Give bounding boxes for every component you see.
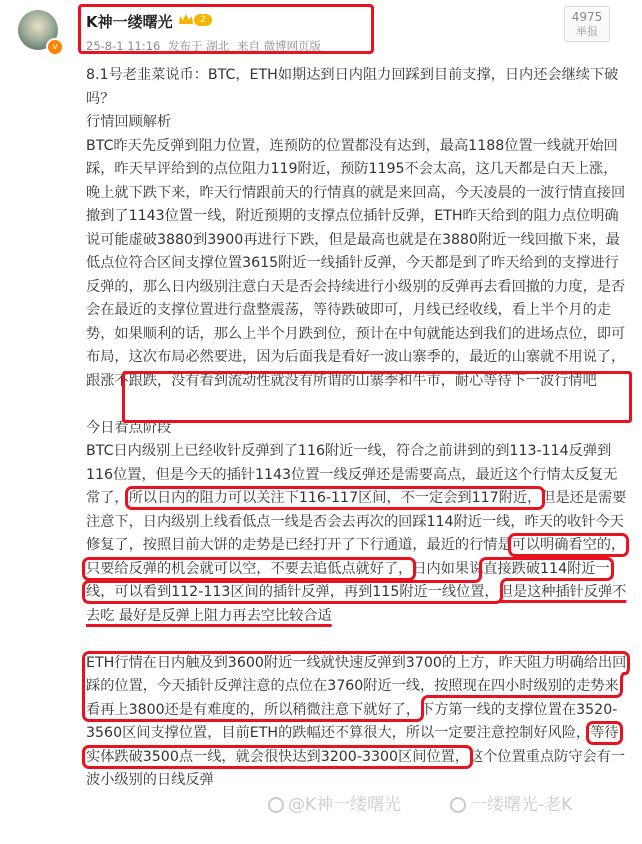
review-highlight: 最近的山寨就不用说了，跟涨不跟跌，没有看到流动性就没有所谓的山寨季和牛市，耐心等待下一波行情吧 [86,349,626,389]
level-badge: 2 [194,14,212,26]
post-source: 来自 微博网页版 [236,39,321,53]
eth-text-a: 下方第一线的支撑位置在3520-3560区间支撑位置，目前ETH的跌幅还不算很大，所以一定要注意控制好风险， [86,701,618,741]
weibo-logo-icon [268,797,284,813]
post-location: 发布于 湖北 [168,39,230,53]
eth-highlight-target: 等待实体跌破3500点一线，就会很快达到3200-3300区间位置， [86,725,619,765]
btc-text-a: BTC日内级别上已经收针反弹到了116附近一线，符合之前讲到的到113-114反弹到116位置，但是今天的插针1143位置一线反弹还是需要高点，最近这个行情太反复无常了， [86,443,618,506]
post-title: 8.1号老韭菜说币：BTC，ETH如期达到日内阻力回踩到目前支撑，日内还会继续下破吗？ [86,67,619,107]
username[interactable]: K神一缕曙光 [86,13,173,31]
eth-highlight-range: ETH行情在日内触及到3600附近一线就快速反弹到3700的上方，昨天阻力明确给出回踩的位置，今天插针反弹注意的点位在3760附近一线，按照现在四小时级别的走势来看再上3800还是有难度的，所以稍微注意下就好了， [86,654,627,718]
btc-highlight-resistance: 所以日内的阻力可以关注下116-117区间，不一定会到117附近， [128,490,542,506]
report-count: 4975 [571,10,603,24]
section-heading-review: 行情回顾解析 [86,114,172,130]
watermark-center: @K神一缕曙光 [268,790,401,815]
eth-paragraph [86,652,630,793]
verified-badge-icon: v [46,38,64,56]
crown-icon [178,12,194,26]
report-label: 举报 [576,25,598,38]
btc-text-c: 日内如果说 [412,560,484,577]
post-meta [86,38,325,54]
btc-highlight-breakdown: 直接跌破114附近一线，可以看到112-113区间的插针反弹，再到115附近一线位置， [86,560,610,600]
post-content [86,64,630,793]
review-text: BTC昨天先反弹到阻力位置，连预防的位置都没有达到，最高1188位置一线就开始回踩，昨天早评给到的点位阻力119附近，预防1195不会太高，这几天都是白天上涨，晚上就下跌下来，昨天行情跟前天的行情真的就是来回高，今天凌晨的一波行情直接回撤到了1143位置一线，附近预期的支撑点位插针反弹，ETH昨天给到的阻力点位明确说可能虚破3880到3900再进行下跌，但是最高也就是在3880附近一线回撤下来，最低点位符合区间支撑位置3615附近一线插针反弹，今天都是到了昨天给到的支撑进行反弹的，那么日内级别注意白天是否会持续进行小级别的反弹再去看回撤的力度，是否会在最近的支撑位置进行盘整震荡，等待跌破即可，月线已经收线，看上半个月的走势，如果顺利的话，那么上半个月跌到位，预计在中旬就能达到我们的进场点位，即可布局，这次布局必然要进，因为后面我是看好一波山寨季的， [86,137,626,365]
btc-highlight-bearish: 可以明确看空的，只要给反弹的机会就可以空，不要去追低点就好了， [86,537,626,577]
watermark-right: 一缕曙光-老K [450,790,572,815]
report-button[interactable] [564,6,610,42]
eth-text-b: 这个位置重点防守会有一波小级别的日线反弹 [86,748,626,788]
btc-paragraph [86,440,630,628]
weibo-logo-icon [450,797,466,813]
section-heading-today: 今日看点阶段 [86,419,172,436]
btc-underlined-advice: 但是这种插针反弹不去吃 最好是反弹上阻力再去空比较合适 [86,584,627,624]
post-time[interactable]: 25-8-1 11:16 [86,39,161,53]
btc-text-b: 但是还是需要注意下，日内级别上线看低点一线是否会去再次的回踩114附近一线，昨天的收针今天修复了，按照目前大饼的走势是已经打开了下行通道，最近的行情是 [86,490,627,553]
review-paragraph [86,135,630,394]
